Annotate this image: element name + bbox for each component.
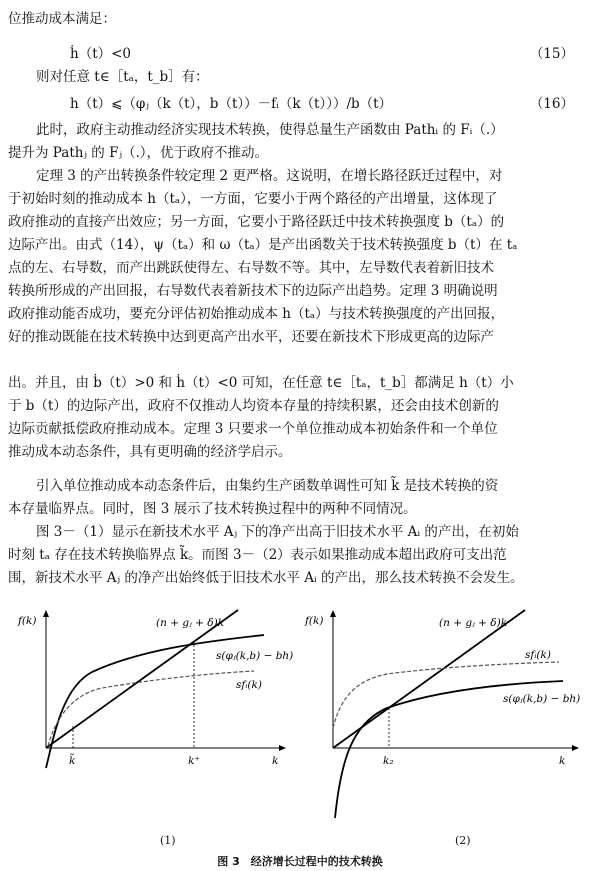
text-line: 好的推动既能在技术转换中达到更高产出水平，还要在新技术下形成更高的边际产: [8, 329, 494, 345]
text-line: 出。并且，由 ḃ（t）>0 和 ḣ（t）<0 可知，在任意 t∈［tₐ，t_b］都满足 h（t）小: [8, 375, 514, 391]
figure-2-sublabel: (2): [455, 834, 471, 847]
figure-1-sublabel: (1): [160, 834, 176, 847]
text-line: 引入单位推动成本动态条件后，由集约生产函数单调性可知 k̃ 是技术转换的资: [36, 478, 499, 494]
y-axis-label: f(k): [18, 615, 37, 627]
figure-1-plot: [10, 608, 295, 853]
growth-line-label: (n + gⱼ + δ)k: [439, 617, 508, 629]
x-axis-label: k: [272, 755, 279, 767]
text-line: 边际贡献抵偿政府推动成本。定理 3 只要求一个单位推动成本初始条件和一个单位: [8, 421, 498, 437]
new-tech-curve-label: s(φⱼ(k,b) − bh): [216, 650, 294, 662]
text-line: 图 3－（1）显示在新技术水平 Aⱼ 下的净产出高于旧技术水平 Aᵢ 的产出，在初始: [36, 524, 519, 540]
y-axis-label: f(k): [305, 615, 324, 627]
text-line: 于初始时刻的推动成本 h（tₐ），一方面，它要小于两个路径的产出增量，这体现了: [8, 191, 498, 207]
figure-caption: 图 3 经济增长过程中的技术转换: [217, 855, 383, 868]
growth-line: [46, 610, 238, 748]
old-tech-curve-label: sfᵢ(k): [525, 649, 551, 661]
x-axis-arrow-icon: [572, 745, 579, 751]
text-line: 点的左、右导数，而产出跳跃使得左、右导数不等。其中，左导数代表着新旧技术: [8, 260, 494, 276]
equation: 则对任意 t∈［tₐ，t_b］有：: [36, 69, 209, 85]
text-line: 位推动成本满足：: [8, 11, 116, 27]
k-plus-label: k⁺: [188, 755, 200, 767]
x-axis-label: k: [559, 755, 566, 767]
growth-line-label: (n + gⱼ + δ)k: [156, 617, 225, 629]
text-line: 于 b（t）的边际产出，政府不仅推动人均资本存量的持续积累，还会由技术创新的: [8, 398, 499, 414]
text-line: 政府推动的直接产出效应；另一方面，它要小于路径跃迁中技术转换强度 b（tₐ）的: [8, 214, 505, 230]
text-line: 时刻 tₐ 存在技术转换临界点 k̃。而图 3－（2）表示如果推动成本超出政府可支出范: [8, 547, 507, 563]
text-line: 定理 3 的产出转换条件较定理 2 更严格。这说明，在增长路径跃迁过程中，对: [36, 168, 503, 184]
equation-number: （16）: [529, 96, 574, 112]
y-axis-arrow-icon: [43, 610, 49, 617]
new-tech-curve-label: s(φⱼ(k,b) − bh): [503, 693, 581, 705]
k-tilde-label: k̃: [69, 755, 76, 767]
text-line: 本存量临界点。同时，图 3 展示了技术转换过程中的两种不同情况。: [8, 501, 417, 517]
y-axis-arrow-icon: [330, 610, 336, 617]
k2-label: k₂: [383, 755, 394, 767]
text-line: 转换所形成的产出回报，右导数代表着新技术下的边际产出趋势。定理 3 明确说明: [8, 283, 498, 299]
figure-2: [303, 608, 593, 853]
equation: h（t）⩽（φⱼ（k（t），b（t））－fᵢ（k（t）））/b（t）: [70, 96, 393, 112]
equation-number: （15）: [529, 46, 574, 62]
text-line: 此时，政府主动推动经济实现技术转换，使得总量生产函数由 Pathᵢ 的 Fᵢ（.）: [36, 122, 504, 138]
equation: ḣ（t）<0: [70, 46, 132, 62]
x-axis-arrow-icon: [279, 745, 286, 751]
old-tech-curve-label: sfᵢ(k): [236, 679, 262, 691]
text-line: 推动成本动态条件，具有更明确的经济学启示。: [8, 444, 292, 460]
text-line: 边际产出。由式（14），ψ（tₐ）和 ω（tₐ）是产出函数关于技术转换强度 b（t）在 tₐ: [8, 237, 518, 253]
figure-2-plot: [303, 608, 593, 853]
text-line: 提升为 Pathⱼ 的 Fⱼ（.），优于政府不推动。: [8, 145, 269, 161]
text-line: 围，新技术水平 Aⱼ 的净产出始终低于旧技术水平 Aᵢ 的产出，那么技术转换不会发生。: [8, 570, 524, 586]
text-line: 政府推动能否成功，要充分评估初始推动成本 h（tₐ）与技术转换强度的产出回报，: [8, 306, 505, 322]
figure-1: [10, 608, 295, 853]
